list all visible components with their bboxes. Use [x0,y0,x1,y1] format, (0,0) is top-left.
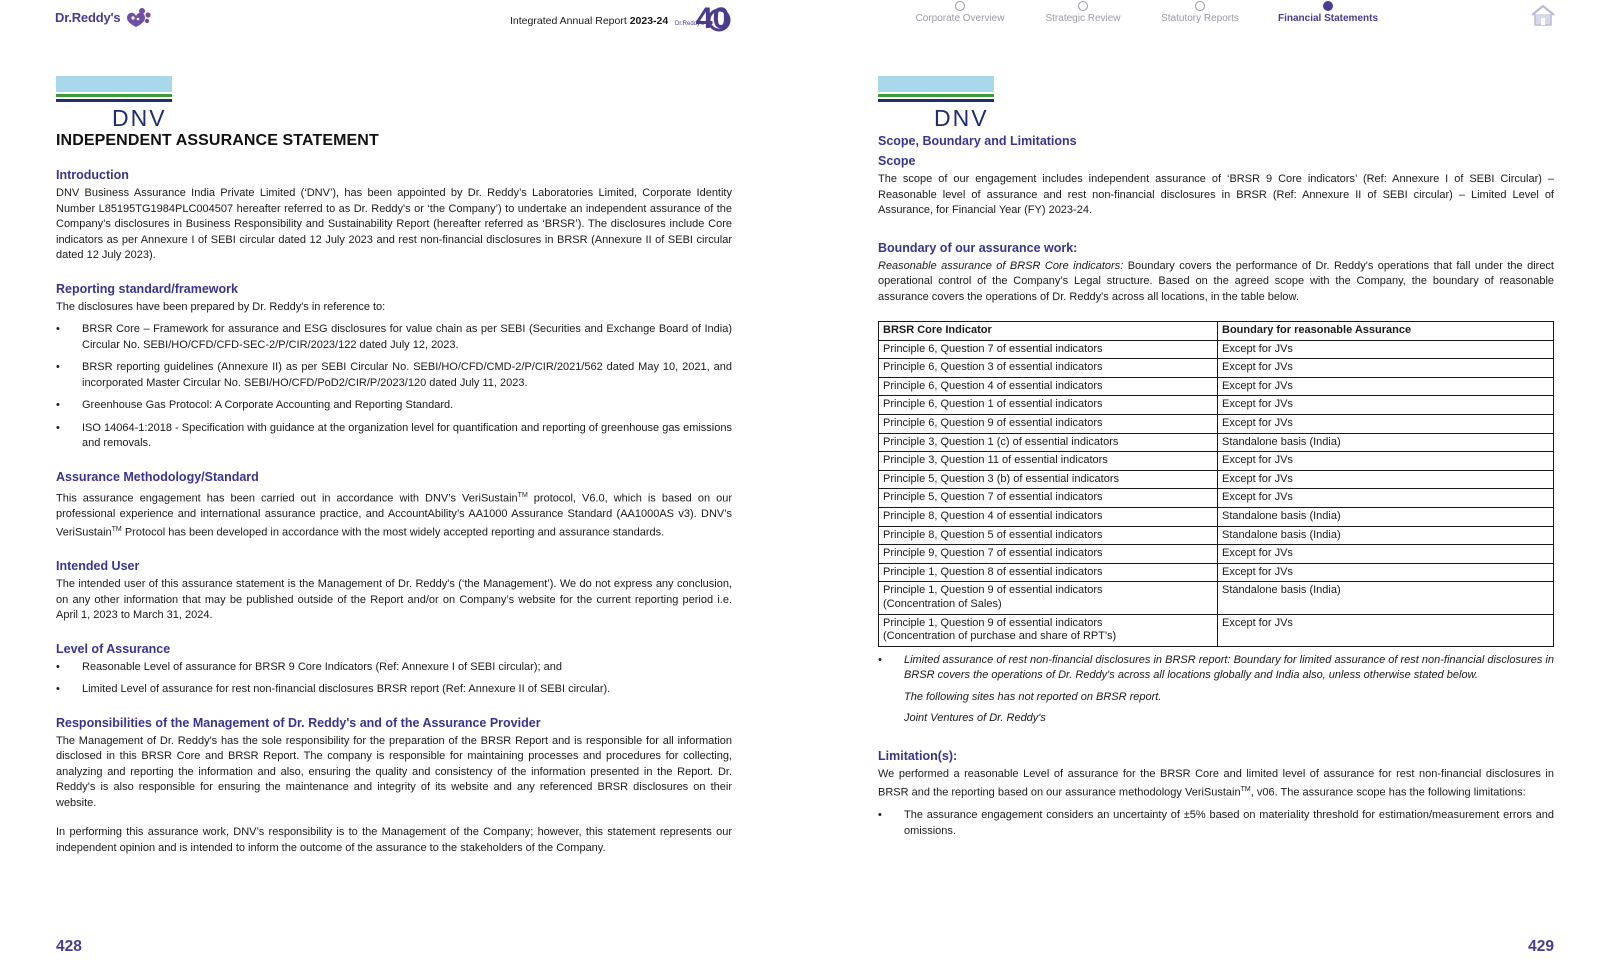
indicator-text: Principle 6, Question 4 of essential indicators [883,379,1103,392]
table-header-cell: Boundary for reasonable Assurance [1218,322,1554,341]
methodology-text-part: protocol, V6.0, which is based on our professional experience and international assurance practice, and AccountAbility’s AA1000 Assurance Standard (AA1000AS v3). DNV’s VeriSustain [56,492,732,539]
boundary-text [878,259,1554,306]
boundary-heading: Boundary of our assurance work: [878,240,1078,255]
page-title: INDEPENDENT ASSURANCE STATEMENT [56,132,379,149]
boundary-cell: Standalone basis (India) [1218,433,1554,452]
indicator-text: Principle 3, Question 11 of essential indicators [883,454,1108,467]
indicator-text: Principle 6, Question 9 of essential indicators [883,416,1103,429]
trademark: TM [111,526,122,534]
boundary-cell: Except for JVs [1218,359,1554,378]
list-item: • Greenhouse Gas Protocol: A Corporate Accounting and Reporting Standard. [56,398,732,414]
boundary-cell: Except for JVs [1218,414,1554,433]
responsibilities-text-2: In performing this assurance work, DNV’s responsibility is to the Management of the Company; however, this statement represents our independent opinion and is intended to inform the outcome of the assurance to the stakeholders of the Company. [56,826,732,854]
table-row [879,545,1554,564]
list-item: • BRSR Core – Framework for assurance and ESG disclosures for value chain as per SEBI (Securities and Exchange Board of India) Circular No. SEBI/HO/CFD/CFD-SEC-2/P/CIR/2023/122 dated July 12, 2023. [56,322,732,353]
table-header-cell: BRSR Core Indicator [879,322,1218,341]
boundary-cell: Except for JVs [1218,452,1554,471]
indicator-text: Principle 1, Question 9 of essential indicators [883,616,1103,629]
indicator-cell [879,545,1218,564]
methodology-text [56,488,732,542]
nav-label: Corporate Overview [915,13,1005,24]
indicator-text: Principle 5, Question 3 (b) of essential indicators [883,472,1120,485]
indicator-text: Principle 8, Question 5 of essential indicators [883,528,1103,541]
table-row [879,526,1554,545]
brand-name: Dr.Reddy's [55,9,121,25]
page-right [800,0,1600,978]
indicator-text: Principle 6, Question 7 of essential indicators [883,342,1103,355]
level-list [56,660,732,698]
page-number: 428 [56,938,82,955]
list-item: • Limited assurance of rest non-financial disclosures in BRSR report: Boundary for limited assurance of rest non-financial disclosures in BRSR covers the operations of Dr. Reddy's across all locations globally and India also, unless otherwise stated below. [878,653,1554,684]
indicator-cell [879,377,1218,396]
table-row [879,359,1554,378]
indicator-text: Principle 6, Question 3 of essential indicators [883,361,1103,374]
list-item: • Reasonable Level of assurance for BRSR 9 Core Indicators (Ref: Annexure I of SEBI circular); and [56,660,732,676]
list-item: • Limited Level of assurance for rest non-financial disclosures BRSR report (Ref: Annexure II of SEBI circular). [56,682,732,698]
report-year: 2023-24 [629,15,669,27]
indicator-cell [879,340,1218,359]
sites-text: The following sites has not reported on BRSR report. [904,690,1162,703]
table-row [879,582,1554,614]
trademark: TM [517,491,528,499]
table-body [879,340,1554,646]
table-row [879,340,1554,359]
reporting-list [56,322,732,452]
table-row [879,563,1554,582]
indicator-cell [879,396,1218,415]
scope-text: The scope of our engagement includes independent assurance of ‘BRSR 9 Core indicators’ (Ref: Annexure I of SEBI Circular) – Reasonable level of assurance and rest non-financial disclosures in BRSR (Ref: Annexure II of SEBI circular) – Limited Level of Assurance, for Financial Year (FY) 2023-24. [878,173,1554,216]
nav-label: Statutory Reports [1161,13,1239,24]
boundary-cell: Standalone basis (India) [1218,526,1554,545]
left-column [56,76,732,856]
limitations-list [878,808,1554,839]
indicator-text: Principle 6, Question 1 of essential indicators [883,398,1103,411]
boundary-cell: Except for JVs [1218,545,1554,564]
jv-text: Joint Ventures of Dr. Reddy's [904,712,1046,725]
responsibilities-text: The Management of Dr. Reddy's has the sole responsibility for the preparation of the BRSR Report and is responsible for all information disclosed in this BRSR Core and BRSR Report. The company is responsible for maintaining processes and procedures for collecting, analyzing and reporting the information and also, ensuring the quality and consistency of the information presented in the Report. Dr. Reddy's is also responsible for ensuring the maintenance and integrity of its website and any referenced BRSR disclosures on their website. [56,734,732,809]
scope-subheading: Scope [878,154,916,168]
indicator-cell [879,614,1218,646]
dnv-logo-text: DNV [934,105,989,128]
indicator-cell [879,470,1218,489]
boundary-cell: Except for JVs [1218,377,1554,396]
boundary-cell: Standalone basis (India) [1218,507,1554,526]
right-column [878,76,1554,839]
table-header-row [879,322,1554,341]
indicator-cell [879,563,1218,582]
nav-label: Strategic Review [1045,13,1121,24]
introduction-text: DNV Business Assurance India Private Limited (‘DNV’), has been appointed by Dr. Reddy’s Laboratories Limited, Corporate Identity Number L85195TG1984PLC004507 hereafter referred to as Dr. Reddy's or ‘the Company’) to undertake an independent assurance of the Company’s disclosures in Business Responsibility and Sustainability Report (hereafter referred as ‘BRSR’). The disclosures include Core indicators as per Annexure I of SEBI circular dated 12 July 2023 and rest non-financial disclosures in BRSR (Annexure II of SEBI circular dated 12 July 2023). [56,187,732,261]
trademark: TM [1240,786,1251,794]
boundary-cell: Except for JVs [1218,489,1554,508]
indicator-cell [879,452,1218,471]
limitations-text [878,767,1554,802]
anniversary-text: Dr.Reddy's [675,21,705,27]
list-item: • BRSR reporting guidelines (Annexure II) as per SEBI Circular No. SEBI/HO/CFD/CMD-2/P/CIR/2021/562 dated May 10, 2021, and incorporated Master Circular No. SEBI/HO/CFD/PoD2/CIR/P/2023/120 dated July 11, 2023. [56,360,732,391]
boundary-table [878,321,1554,647]
introduction-heading: Introduction [56,168,129,182]
report-title-text: Integrated Annual Report [510,15,627,27]
table-row [879,507,1554,526]
indicator-note: (Concentration of purchase and share of RPT's) [883,630,1117,643]
boundary-cell: Standalone basis (India) [1218,582,1554,614]
indicator-text: Principle 1, Question 8 of essential indicators [883,565,1103,578]
indicator-text: Principle 5, Question 7 of essential indicators [883,491,1103,504]
indicator-cell [879,433,1218,452]
responsibilities-heading: Responsibilities of the Management of Dr. Reddy's and of the Assurance Provider [56,715,541,730]
level-heading: Level of Assurance [56,641,171,656]
scope-heading: Scope, Boundary and Limitations [878,134,1077,148]
dnv-logo-icon [878,76,994,128]
indicator-text: Principle 1, Question 9 of essential indicators [883,584,1103,597]
boundary-cell: Except for JVs [1218,340,1554,359]
reporting-text: The disclosures have been prepared by Dr. Reddy's in reference to: [56,300,386,313]
reporting-heading: Reporting standard/framework [56,281,238,296]
boundary-cell: Except for JVs [1218,396,1554,415]
intended-user-text: The intended user of this assurance statement is the Management of Dr. Reddy's (‘the Management’). We do not express any conclusion, on any other information that may be published outside of the Report and/or on Company’s website for the current reporting period i.e. April 1, 2023 to March 31, 2024. [56,578,732,622]
nav-label: Financial Statements [1277,13,1379,24]
intended-user-heading: Intended User [56,559,140,574]
boundary-cell: Except for JVs [1218,614,1554,646]
methodology-text-part: Protocol has been developed in accordance with the most widely accepted reporting and assurance standards. [121,526,665,539]
indicator-cell [879,414,1218,433]
boundary-text-part: Boundary covers the performance of Dr. Reddy's operations that fall under the direct operational control of the Company’s Legal structure. Based on the agreed scope with the Company, the boundary of reasonable assurance covers the operations of Dr. Reddy's across all locations, in the table below. [878,259,1554,303]
table-row [879,614,1554,646]
anniversary-number: 40 [696,2,730,35]
table-row [879,377,1554,396]
boundary-cell: Except for JVs [1218,470,1554,489]
page-number: 429 [1528,938,1554,955]
indicator-cell [879,489,1218,508]
table-row [879,489,1554,508]
methodology-text-part: This assurance engagement has been carried out in accordance with DNV’s VeriSustain [56,492,518,505]
indicator-text: Principle 3, Question 1 (c) of essential indicators [883,435,1119,448]
indicator-text: Principle 9, Question 7 of essential indicators [883,547,1103,560]
table-row [879,452,1554,471]
table-row [879,414,1554,433]
indicator-text: Principle 8, Question 4 of essential indicators [883,509,1103,522]
dnv-logo-text: DNV [112,105,167,128]
table-row [879,470,1554,489]
limitations-text-part: , v06. The assurance scope has the following limitations: [1250,786,1526,799]
limitations-heading: Limitation(s): [878,748,958,763]
indicator-cell [879,507,1218,526]
limited-list [878,653,1554,684]
boundary-cell: Except for JVs [1218,563,1554,582]
limitations-text-part: We performed a reasonable Level of assurance for the BRSR Core and limited level of assurance for rest non-financial disclosures in BRSR and the reporting based on our assurance methodology VeriSustain [878,767,1554,799]
indicator-cell [879,526,1218,545]
table-row [879,433,1554,452]
indicator-note: (Concentration of Sales) [883,597,1002,610]
boundary-italic: Reasonable assurance of BRSR Core indicators: [878,259,1124,272]
indicator-cell [879,582,1218,614]
table-row [879,396,1554,415]
list-item: • ISO 14064-1:2018 - Specification with guidance at the organization level for quantification and reporting of greenhouse gas emissions and removals. [56,421,732,452]
list-item: • The assurance engagement considers an uncertainty of ±5% based on materiality threshold for estimation/measurement errors and omissions. [878,808,1554,839]
methodology-heading: Assurance Methodology/Standard [56,469,259,484]
dnv-logo-icon [56,76,172,128]
indicator-cell [879,359,1218,378]
